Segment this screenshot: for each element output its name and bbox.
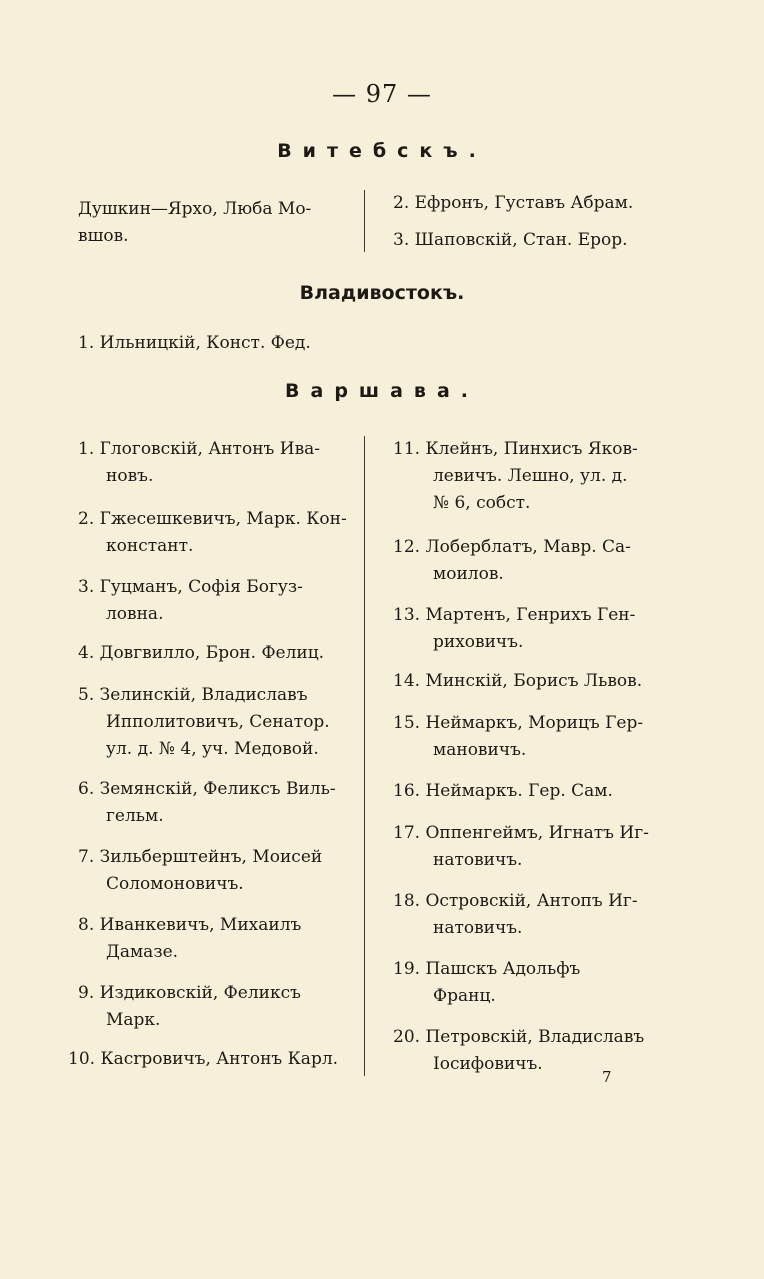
section-title-varshava: Варшава. — [285, 380, 479, 402]
list-item — [78, 574, 303, 628]
list-item — [78, 640, 324, 667]
entry-line: Франц. — [433, 986, 496, 1006]
list-item — [393, 534, 631, 588]
entry-line: 15. Неймаркъ, Морицъ Гер- — [393, 713, 644, 733]
list-item — [68, 1046, 338, 1073]
entry-line: 17. Оппенгеймъ, Игнатъ Иг- — [393, 823, 649, 843]
entry-line: 7. Зильберштейнъ, Моисей — [78, 847, 323, 867]
list-item — [78, 912, 301, 966]
entry-line: 20. Петровскій, Владиславъ — [393, 1027, 645, 1047]
list-item — [78, 330, 311, 357]
entry-line: натовичъ. — [433, 918, 523, 938]
entry-line: ловна. — [106, 604, 164, 624]
entry-line: 10. Касrровичъ, Антонъ Карл. — [68, 1049, 339, 1069]
entry-line: 5. Зелинскій, Владиславъ — [78, 685, 308, 705]
entry-line: Іосифовичъ. — [433, 1054, 543, 1074]
list-item — [78, 980, 301, 1034]
entry-line: 16. Неймаркъ. Гер. Сам. — [393, 781, 613, 801]
entry-line: № 6, собст. — [433, 493, 531, 513]
list-item — [393, 956, 580, 1010]
entry-line: ул. д. № 4, уч. Медовой. — [106, 739, 319, 759]
entry-line: Соломоновичъ. — [106, 874, 244, 894]
entry-line: Ипполитовичъ, Сенатор. — [106, 712, 330, 732]
entry-line: вшов. — [78, 226, 129, 246]
entry-line: 1. Глоговскій, Антонъ Ива- — [78, 439, 321, 459]
entry-line: 2. Гжесешкевичъ, Марк. Кон- — [78, 509, 347, 529]
column-divider — [364, 190, 365, 252]
list-item — [78, 436, 320, 490]
entry-line: 1. Ильницкій, Конст. Фед. — [78, 333, 311, 353]
entry-line: 12. Лоберблатъ, Мавр. Са- — [393, 537, 631, 557]
list-item — [393, 602, 635, 656]
entry-line: 9. Издиковскій, Феликсъ — [78, 983, 301, 1003]
entry-line: 13. Мартенъ, Генрихъ Ген- — [393, 605, 636, 625]
entry-line: 18. Островскій, Антопъ Иг- — [393, 891, 638, 911]
list-item — [393, 190, 633, 217]
entry-line: 3. Шаповскій, Стан. Ерор. — [393, 230, 628, 250]
entry-line: Марк. — [106, 1010, 161, 1030]
list-item — [78, 682, 330, 763]
entry-line: левичъ. Лешно, ул. д. — [433, 466, 628, 486]
entry-line: моилов. — [433, 564, 504, 584]
entry-line: новъ. — [106, 466, 154, 486]
entry-line: Душкин—Ярхо, Люба Мо- — [78, 199, 312, 219]
entry-line: Дамазе. — [106, 942, 179, 962]
entry-line: 8. Иванкевичъ, Михаилъ — [78, 915, 302, 935]
list-item — [393, 820, 649, 874]
list-item — [393, 778, 613, 805]
entry-line: 4. Довгвилло, Брон. Фелиц. — [78, 643, 325, 663]
section-title-vitebsk: Витебскъ. — [277, 140, 487, 162]
list-item — [78, 506, 347, 560]
list-item — [393, 710, 643, 764]
list-item — [393, 436, 638, 517]
entry-line: 2. Ефронъ, Густавъ Абрам. — [393, 193, 634, 213]
column-divider — [364, 436, 365, 1076]
list-item — [78, 844, 322, 898]
entry-line: 11. Клейнъ, Пинхисъ Яков- — [393, 439, 638, 459]
entry-line: риховичъ. — [433, 632, 524, 652]
section-title-vladivostok: Владивостокъ. — [299, 282, 465, 304]
list-item — [78, 776, 336, 830]
entry-line: 6. Земянскій, Феликсъ Виль- — [78, 779, 336, 799]
entry-line: 14. Минскій, Борисъ Львов. — [393, 671, 643, 691]
entry-line: натовичъ. — [433, 850, 523, 870]
page-number: — 97 — — [332, 80, 432, 108]
entry-line: констант. — [106, 536, 194, 556]
entry-line: 19. Пашскъ Адольфъ — [393, 959, 581, 979]
entry-line: гельм. — [106, 806, 164, 826]
entry-line: мановичъ. — [433, 740, 527, 760]
list-item — [393, 227, 628, 254]
signature-mark: 7 — [602, 1068, 612, 1086]
list-item — [393, 668, 642, 695]
list-item — [393, 888, 638, 942]
list-item — [78, 196, 311, 250]
entry-line: 3. Гуцманъ, Софія Богуз- — [78, 577, 303, 597]
